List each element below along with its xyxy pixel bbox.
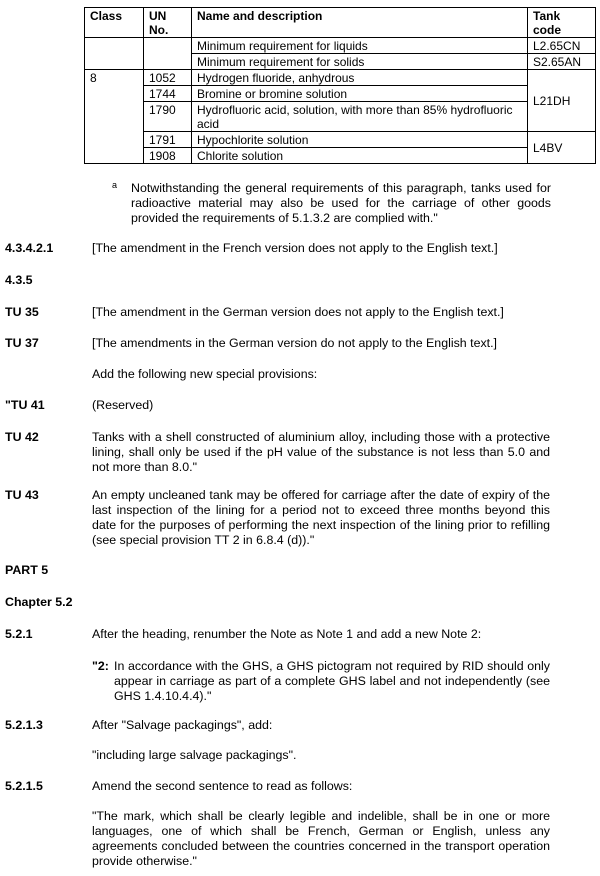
chapter-heading: Chapter 5.2 <box>5 595 73 609</box>
un-cell: 1790 <box>144 102 192 132</box>
footnote-text: Notwithstanding the general requirements of this paragraph, tanks used for radioactive material may also be used for the carriage of other goods provided the requirements of 5.1.3.2 are complied with." <box>131 181 551 225</box>
name-cell: Hypochlorite solution <box>192 132 528 148</box>
header-un-no: UN No. <box>144 8 192 38</box>
section-label-4-3-4-2-1: 4.3.4.2.1 <box>5 241 54 255</box>
un-cell: 1052 <box>144 70 192 86</box>
provision-label-tu43: TU 43 <box>5 488 39 502</box>
provision-text-tu41: (Reserved) <box>92 398 154 412</box>
name-cell: Minimum requirement for solids <box>192 54 528 70</box>
section-label-4-3-5: 4.3.5 <box>5 273 33 287</box>
tank-code-cell: L4BV <box>528 132 596 164</box>
section-quote-5-2-1-5: "The mark, which shall be clearly legible and indelible, shall be in one or more languages, one of which shall be French, German or English, unless any agreements concluded between the countries concerned in the transport operation provide otherwise." <box>92 809 550 868</box>
table-row <box>85 38 596 54</box>
un-cell-empty <box>144 38 192 70</box>
name-cell: Bromine or bromine solution <box>192 86 528 102</box>
section-text-5-2-1-5: Amend the second sentence to read as follows: <box>92 779 353 793</box>
name-cell: Chlorite solution <box>192 148 528 164</box>
section-label-5-2-1-3: 5.2.1.3 <box>5 718 43 732</box>
header-class: Class <box>85 8 144 38</box>
note-text: In accordance with the GHS, a GHS pictogram not required by RID should only appear in carriage as part of a complete GHS label and not independently (see GHS 1.4.10.4.4)." <box>114 659 550 703</box>
provision-text-tu35: [The amendment in the German version does not apply to the English text.] <box>92 305 504 319</box>
part-heading: PART 5 <box>5 563 49 577</box>
un-cell: 1791 <box>144 132 192 148</box>
table-row <box>85 132 596 148</box>
tank-code-cell: S2.65AN <box>528 54 596 70</box>
table-row <box>85 70 596 86</box>
table-row <box>85 148 596 164</box>
provision-text-tu43: An empty uncleaned tank may be offered for carriage after the date of expiry of the last inspection of the lining for a period not to exceed three months beyond this date for the purposes of performing the next inspection of the lining prior to refilling (see special provision TT 2 in 6.8.4 (d))." <box>92 488 550 547</box>
name-cell: Hydrogen fluoride, anhydrous <box>192 70 528 86</box>
note-number: "2: <box>92 659 109 673</box>
provision-text-tu42: Tanks with a shell constructed of aluminium alloy, including those with a protective lining, shall only be used if the pH value of the substance is not less than 5.0 and not more than 8.0." <box>92 430 550 474</box>
table-row <box>85 86 596 102</box>
tank-code-cell: L21DH <box>528 70 596 132</box>
table-row <box>85 102 596 132</box>
un-cell: 1744 <box>144 86 192 102</box>
tank-code-cell: L2.65CN <box>528 38 596 54</box>
section-label-5-2-1: 5.2.1 <box>5 627 33 641</box>
header-tank-code: Tank code <box>528 8 596 38</box>
provision-label-tu41: "TU 41 <box>5 398 45 412</box>
provision-label-tu42: TU 42 <box>5 430 39 444</box>
section-label-5-2-1-5: 5.2.1.5 <box>5 779 43 793</box>
section-text-4-3-4-2-1: [The amendment in the French version does not apply to the English text.] <box>92 241 498 255</box>
header-name: Name and description <box>192 8 528 38</box>
name-cell: Minimum requirement for liquids <box>192 38 528 54</box>
table-header-row <box>85 8 596 38</box>
class-cell: 8 <box>85 70 144 164</box>
provision-text-tu37: [The amendments in the German version do not apply to the English text.] <box>92 336 497 350</box>
un-cell: 1908 <box>144 148 192 164</box>
section-text-5-2-1-3: After "Salvage packagings", add: <box>92 718 273 732</box>
tank-code-table <box>84 7 596 164</box>
provision-label-tu37: TU 37 <box>5 336 39 350</box>
class-cell-empty <box>85 38 144 70</box>
section-quote-5-2-1-3: "including large salvage packagings". <box>92 748 297 762</box>
section-text-5-2-1: After the heading, renumber the Note as Note 1 and add a new Note 2: <box>92 627 482 641</box>
name-cell: Hydrofluoric acid, solution, with more than 85% hydrofluoric acid <box>192 102 528 132</box>
provision-label-tu35: TU 35 <box>5 305 39 319</box>
add-new-provisions-text: Add the following new special provisions: <box>92 367 318 381</box>
footnote-marker: a <box>112 180 118 190</box>
